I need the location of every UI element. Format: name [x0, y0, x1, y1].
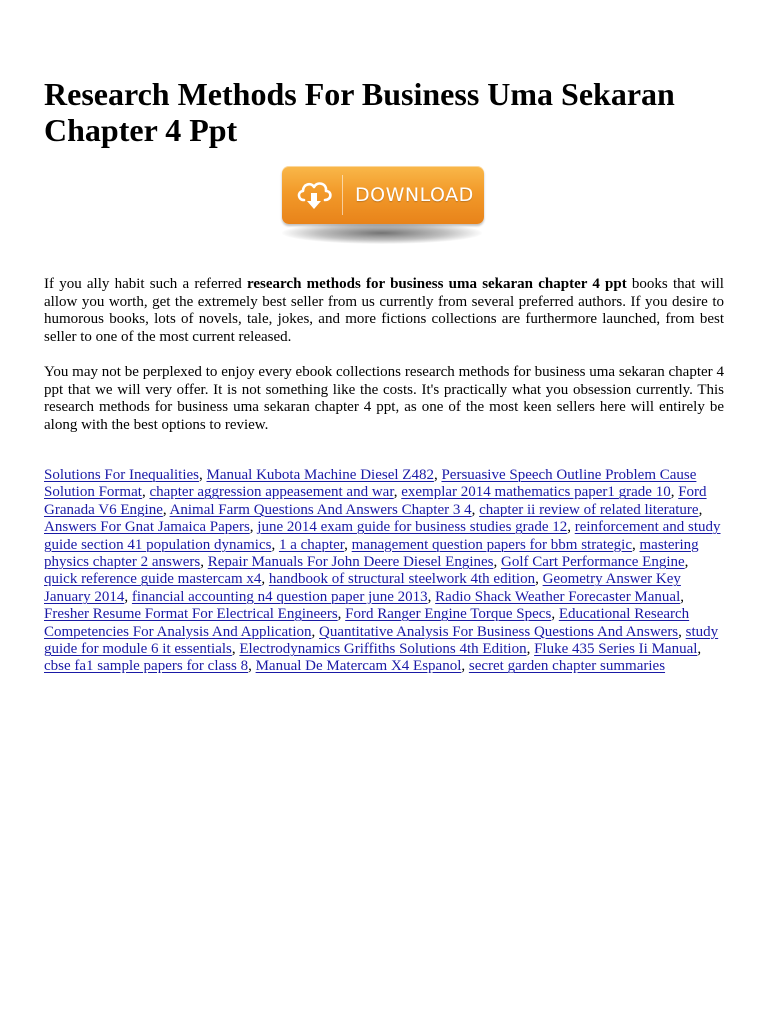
link-separator: , [162, 501, 170, 518]
related-link[interactable]: exemplar 2014 mathematics paper1 grade 10 [401, 484, 671, 501]
download-button-divider [342, 175, 343, 215]
link-separator: , [199, 467, 207, 483]
link-separator: , [231, 641, 240, 658]
body-paragraph: You may not be perplexed to enjoy every ebook collections research methods for business uma sekaran chapter 4 ppt that we will very offer. It is not something like the costs. It's practically what you obsession currently. This research methods for business uma sekaran chapter 4 ppt, as one of the most keen sellers here will entirely be along with the best options to review. [44, 364, 724, 433]
download-button[interactable] [282, 166, 484, 224]
related-link[interactable]: chapter ii review of related literature [479, 501, 699, 518]
related-link[interactable]: handbook of structural steelwork 4th edition [268, 571, 536, 588]
link-separator: , [124, 588, 132, 605]
cloud-download-icon [294, 175, 334, 215]
link-separator: , [200, 554, 208, 571]
link-separator: , [680, 588, 685, 605]
link-separator: , [551, 606, 559, 623]
related-link[interactable]: Quantitative Analysis For Business Questions And Answers [318, 623, 679, 640]
related-link[interactable]: study guide for module 6 it essentials [44, 623, 719, 658]
related-link[interactable]: secret garden chapter summaries [468, 658, 666, 675]
related-link[interactable]: Manual De Matercam X4 Espanol [255, 658, 462, 675]
intro-text-end: books that will allow you worth, get the extremely best seller from us currently from several preferred authors. If you desire to humorous books, lots of novels, tale, jokes, and more fictions collections are furthermore launched, from best seller to one of the most current released. [44, 276, 724, 345]
intro-text-start: If you ally habit such a referred [44, 276, 247, 292]
link-separator: , [433, 467, 442, 483]
link-separator: , [248, 658, 256, 675]
related-link[interactable]: Fresher Resume Format For Electrical Engineers [44, 606, 338, 623]
related-link[interactable]: Repair Manuals For John Deere Diesel Engines [207, 554, 494, 571]
link-separator: , [670, 484, 679, 501]
link-separator: , [427, 588, 436, 605]
related-link[interactable]: Ford Granada V6 Engine [44, 484, 707, 518]
related-link[interactable]: chapter aggression appeasement and war [149, 484, 394, 501]
link-separator: , [526, 641, 535, 658]
related-link[interactable]: Manual Kubota Machine Diesel Z482 [206, 467, 434, 483]
download-banner [274, 160, 492, 248]
link-separator: , [393, 484, 402, 501]
link-separator: , [471, 501, 480, 518]
link-separator: , [567, 519, 575, 536]
related-link[interactable]: june 2014 exam guide for business studies grade 12 [257, 519, 568, 536]
link-separator: , [337, 606, 346, 623]
related-link[interactable]: 1 a chapter [278, 536, 345, 553]
intro-paragraph [44, 276, 724, 346]
related-link[interactable]: Ford Ranger Engine Torque Specs [345, 606, 552, 623]
related-link[interactable]: financial accounting n4 question paper june 2013 [131, 588, 428, 605]
related-link[interactable]: quick reference guide mastercam x4 [44, 571, 262, 588]
link-separator: , [493, 554, 501, 571]
related-link[interactable]: Educational Research Competencies For Analysis And Application [44, 606, 690, 640]
link-separator: , [684, 554, 689, 571]
related-link[interactable]: Radio Shack Weather Forecaster Manual [435, 588, 681, 605]
related-link[interactable]: Animal Farm Questions And Answers Chapter 3 4 [169, 501, 472, 518]
link-separator: , [461, 658, 469, 675]
related-link[interactable]: Electrodynamics Griffiths Solutions 4th Edition [239, 641, 527, 658]
related-link[interactable]: Fluke 435 Series Ii Manual [534, 641, 698, 658]
related-link[interactable]: mastering physics chapter 2 answers [44, 536, 699, 571]
related-link[interactable]: management question papers for bbm strategic [351, 536, 632, 553]
link-separator: , [678, 623, 686, 640]
link-separator: , [141, 484, 150, 501]
related-link[interactable]: Golf Cart Performance Engine [500, 554, 685, 571]
page-title: Research Methods For Business Uma Sekaran Chapter 4 Ppt [44, 76, 675, 148]
related-link[interactable]: Solutions For Inequalities [44, 467, 199, 483]
link-separator: , [249, 519, 258, 536]
intro-bold-title: research methods for business uma sekaran chapter 4 ppt [247, 276, 627, 292]
related-link[interactable]: reinforcement and study guide section 41 population dynamics [44, 519, 721, 553]
download-button-label: DOWNLOAD [355, 184, 474, 206]
link-separator: , [697, 641, 702, 658]
link-separator: , [698, 501, 703, 518]
download-button-shadow [282, 222, 482, 244]
link-separator: , [535, 571, 543, 588]
related-link[interactable]: Answers For Gnat Jamaica Papers [44, 519, 250, 536]
related-links-list [44, 467, 724, 676]
link-separator: , [271, 536, 279, 553]
link-separator: , [261, 571, 269, 588]
related-link[interactable]: Persuasive Speech Outline Problem Cause Solution Format [44, 467, 697, 501]
related-link[interactable]: cbse fa1 sample papers for class 8 [44, 658, 249, 675]
link-separator: , [311, 623, 319, 640]
related-link[interactable]: Geometry Answer Key January 2014 [44, 571, 681, 605]
link-separator: , [344, 536, 352, 553]
link-separator: , [632, 536, 640, 553]
